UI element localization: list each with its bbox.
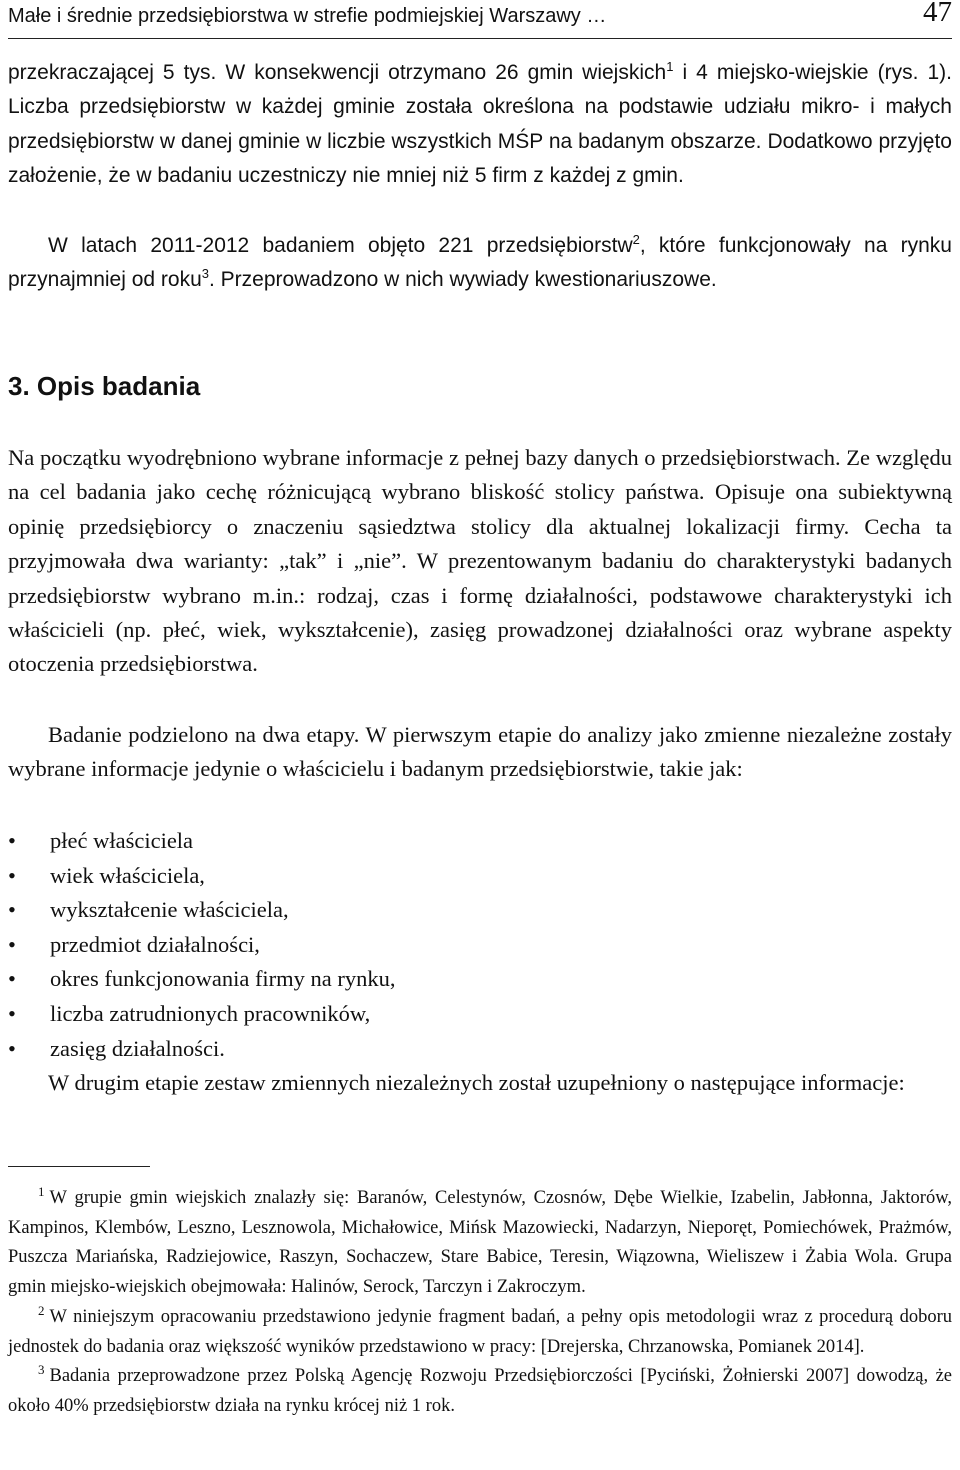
footnote-1 <box>8 1184 952 1303</box>
survey-paragraph <box>8 229 952 298</box>
footnote-separator <box>8 1166 150 1167</box>
bullet-icon: • <box>8 897 16 923</box>
footnote-text: W niniejszym opracowaniu przedstawiono jedynie fragment badań, a pełny opis metodologii wraz z procedurą doboru jednostek do badania oraz większość wyników przedstawiono w pracy: [Drejerska, Chrzanowska, Pomianek 2014]. <box>8 1306 952 1357</box>
footnote-mark: 3 <box>38 1362 45 1378</box>
list-item: • płeć właściciela <box>8 824 952 859</box>
footnote-text: Badania przeprowadzone przez Polską Agencję Rozwoju Przedsiębiorczości [Pyciński, Żołnierski 2007] dowodzą, że około 40% przedsiębiorstw działa na rynku krócej niż 1 rok. <box>8 1366 952 1416</box>
bullet-icon: • <box>8 828 16 853</box>
bullet-icon: • <box>8 931 16 957</box>
intro-paragraph <box>8 56 952 194</box>
list-item: • okres funkcjonowania firmy na rynku, <box>8 962 952 997</box>
stages-paragraph: Badanie podzielono na dwa etapy. W pierwszym etapie do analizy jako zmienne niezależne zostały wybrane informacje jedynie o właścicielu i badanym przedsiębiorstwie, takie jak: <box>8 722 952 782</box>
bullet-icon: • <box>8 1000 16 1026</box>
footnote-ref-2: 2 <box>632 232 640 247</box>
intro-text-1: przekraczającej 5 tys. W konsekwencji otrzymano 26 gmin wiejskich <box>8 61 667 84</box>
bullet-icon: • <box>8 862 16 888</box>
page-header <box>8 0 952 39</box>
running-title: Małe i średnie przedsiębiorstwa w strefie podmiejskiej Warszawy … <box>8 5 607 27</box>
list-item: • zasięg działalności. <box>8 1032 952 1067</box>
section-heading: 3. Opis badania <box>8 371 201 401</box>
footnote-text: W grupie gmin wiejskich znalazły się: Baranów, Celestynów, Czosnów, Dębe Wielkie, Izabelin, Jabłonna, Jaktorów, Kampinos, Klembów, Leszno, Lesznowola, Michałowice, Mińsk Mazowiecki, Nadarzyn, Nieporęt, Pomiechówek, Prażmów, Puszcza Mariańska, Radziejowice, Raszyn, Sochaczew, Stare Babice, Teresin, Wiązowna, Wieliszew i Żabia Wola. Grupa gmin miejsko-wiejskich obejmowała: Halinów, Serock, Tarczyn i Zakroczym. <box>8 1188 952 1298</box>
bullet-icon: • <box>8 1035 16 1061</box>
list-item: • liczba zatrudnionych pracowników, <box>8 997 952 1032</box>
footnote-3 <box>8 1362 952 1421</box>
survey-text-3: . Przeprowadzono w nich wywiady kwestionariuszowe. <box>209 268 717 292</box>
second-stage-paragraph: W drugim etapie zestaw zmiennych niezależnych został uzupełniony o następujące informacje: <box>48 1070 905 1095</box>
bullet-icon: • <box>8 966 16 992</box>
method-paragraph: Na początku wyodrębniono wybrane informacje z pełnej bazy danych o przedsiębiorstwach. Ze względu na cel badania jako cechę różnicującą wybrano bliskość stolicy państwa. Opisuje ona subiektywną opinię przedsiębiorcy o znaczeniu sąsiedztwa stolicy dla aktualnej lokalizacji firmy. Cecha ta przyjmowała dwa warianty: „tak” i „nie”. W prezentowanym badaniu do charakterystyki badanych przedsiębiorstw wybrano m.in.: rodzaj, czas i formę działalności, podstawowe charakterystyki ich właścicieli (np. płeć, wiek, wykształcenie), zasięg prowadzonej działalności oraz wybrane aspekty otoczenia przedsiębiorstwa. <box>8 445 952 677</box>
intro-text-2: i 4 miejsko-wiejskie (rys. 1). Liczba przedsiębiorstw w każdej gminie została określona na podstawie udziału mikro- i małych przedsiębiorstw w danej gminie w liczbie wszystkich MŚP na badanym obszarze. Dodatkowo przyjęto założenie, że w badaniu uczestniczy nie mniej niż 5 firm z każdej z gmin. <box>8 61 952 188</box>
page-number: 47 <box>923 0 952 28</box>
footnote-2 <box>8 1303 952 1362</box>
survey-text-2: , które funkcjonowały na rynku przynajmniej od roku <box>8 234 952 292</box>
footnotes <box>8 1184 952 1422</box>
survey-text-1: W latach 2011-2012 badaniem objęto 221 przedsiębiorstw <box>48 234 633 257</box>
footnote-mark: 1 <box>38 1183 45 1199</box>
footnote-ref-3: 3 <box>201 266 209 282</box>
list-item: • wykształcenie właściciela, <box>8 893 952 928</box>
footnote-ref-1: 1 <box>666 59 674 74</box>
list-item: • wiek właściciela, <box>8 859 952 894</box>
footnote-mark: 2 <box>38 1302 45 1318</box>
variables-list <box>8 824 952 1066</box>
list-item: • przedmiot działalności, <box>8 928 952 963</box>
